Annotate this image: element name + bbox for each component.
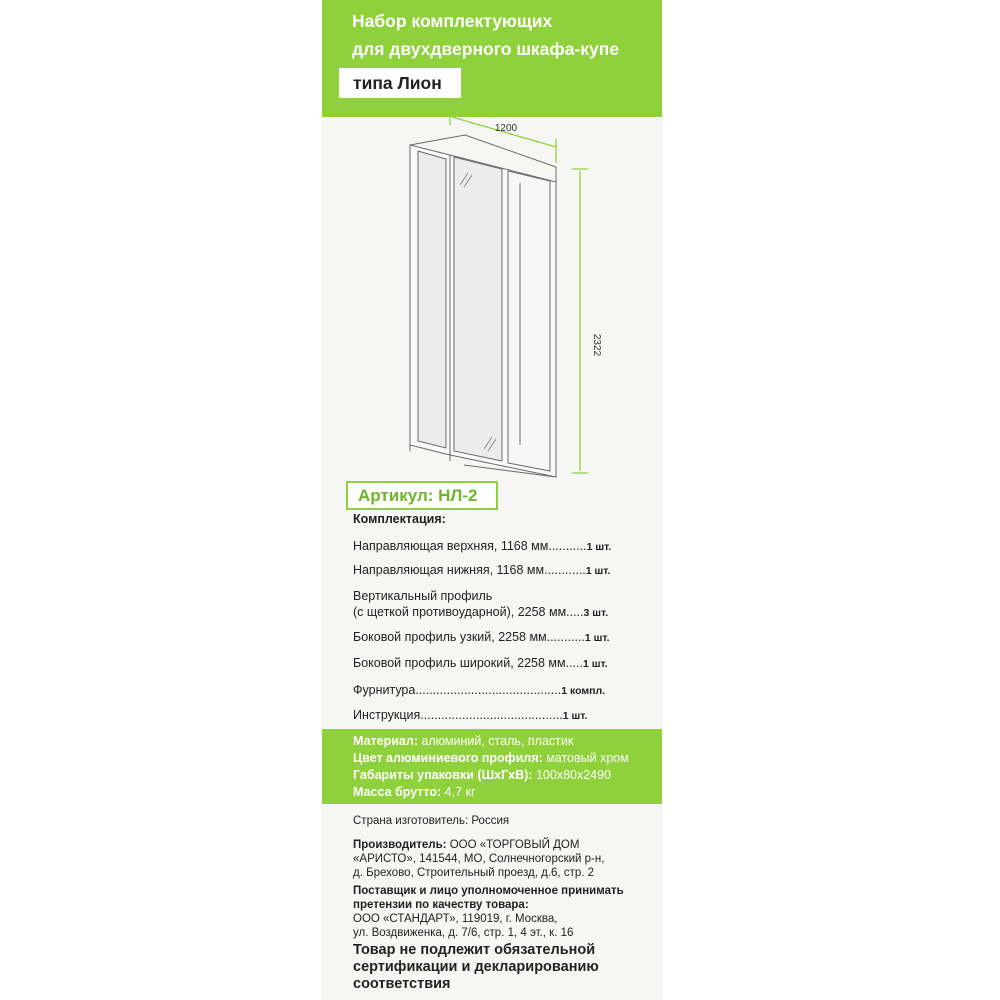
kit-item xyxy=(353,682,653,699)
height-dimension xyxy=(572,169,588,473)
manufacturer-label: Производитель: xyxy=(353,839,447,851)
kit-item-qty: 3 шт. xyxy=(583,607,609,619)
kit-item-qty: 1 шт. xyxy=(584,632,610,644)
width-dimension-label: 1200 xyxy=(494,123,518,134)
kit-item-text: Направляющая верхняя, 1168 мм........... xyxy=(353,539,587,553)
spec-color xyxy=(353,751,629,766)
kit-item xyxy=(353,604,653,621)
country-of-origin: Страна изготовитель: Россия xyxy=(353,815,510,827)
title-line-2: для двухдверного шкафа-купе xyxy=(352,39,620,59)
kit-item-text: Инструкция......................................... xyxy=(353,708,563,722)
kit-item-qty: 1 шт. xyxy=(586,541,612,553)
kit-item-text-2: (с щеткой противоударной), 2258 мм..... xyxy=(353,605,584,619)
kit-item-qty: 1 шт. xyxy=(585,565,611,577)
supplier-line-4: ул. Воздвиженка, д. 7/6, стр. 1, 4 эт., к. 16 xyxy=(353,927,574,939)
kit-item-text: Боковой профиль широкий, 2258 мм..... xyxy=(353,656,583,670)
spec-value: матовый хром xyxy=(542,751,629,765)
manufacturer-line-3: д. Брехово, Строительный проезд, д.6, стр. 2 xyxy=(353,867,595,879)
spec-mass xyxy=(353,785,476,800)
kit-item xyxy=(353,538,653,555)
kit-item-qty: 1 компл. xyxy=(561,685,606,697)
manufacturer-value: ООО «ТОРГОВЫЙ ДОМ xyxy=(446,839,580,851)
certification-notice xyxy=(353,942,599,993)
supplier-line-3: ООО «СТАНДАРТ», 119019, г. Москва, xyxy=(353,913,558,925)
kit-item xyxy=(353,562,653,579)
kit-item xyxy=(353,629,653,646)
kit-item-text: Вертикальный профиль xyxy=(353,589,493,603)
spec-label: Цвет алюминиевого профиля: xyxy=(353,751,543,765)
spec-package xyxy=(353,768,611,783)
spec-label: Масса брутто: xyxy=(353,785,442,799)
spec-material xyxy=(353,734,573,749)
notice-line-1: Товар не подлежит обязательной xyxy=(353,942,596,958)
spec-label: Габариты упаковки (ШхГхВ): xyxy=(353,768,533,782)
title-line-1: Набор комплектующих xyxy=(352,11,553,31)
wardrobe-drawing xyxy=(380,105,620,480)
kit-item xyxy=(353,707,653,724)
notice-line-2: сертификации и декларированию xyxy=(353,959,599,975)
supplier-line-2: претензии по качеству товара: xyxy=(353,899,529,911)
spec-value: 100х80х2490 xyxy=(532,768,612,782)
spec-value: 4,7 кг xyxy=(441,785,476,799)
kit-item xyxy=(353,588,653,604)
title-line-3: типа Лион xyxy=(339,68,461,98)
kit-title: Комплектация: xyxy=(353,512,446,526)
height-dimension-label: 2322 xyxy=(591,333,602,357)
kit-item xyxy=(353,655,653,672)
kit-item-qty: 1 шт. xyxy=(562,710,588,722)
notice-line-3: соответствия xyxy=(353,976,451,992)
spec-value: алюминий, сталь, пластик xyxy=(417,734,574,748)
spec-label: Материал: xyxy=(353,734,418,748)
kit-item-text: Боковой профиль узкий, 2258 мм........... xyxy=(353,630,585,644)
kit-item-text: Направляющая нижняя, 1168 мм............ xyxy=(353,563,586,577)
manufacturer-line-1 xyxy=(353,838,579,852)
kit-item-qty: 1 шт. xyxy=(582,658,608,670)
manufacturer-line-2: «АРИСТО», 141544, МО, Солнечногорский р-н, xyxy=(353,853,605,865)
wardrobe-outline xyxy=(410,135,556,477)
article-number: Артикул: НЛ-2 xyxy=(346,481,498,510)
supplier-line-1: Поставщик и лицо уполномоченное принимать xyxy=(353,885,624,897)
kit-item-text: Фурнитура.......................................... xyxy=(353,683,562,697)
width-dimension xyxy=(450,109,556,163)
